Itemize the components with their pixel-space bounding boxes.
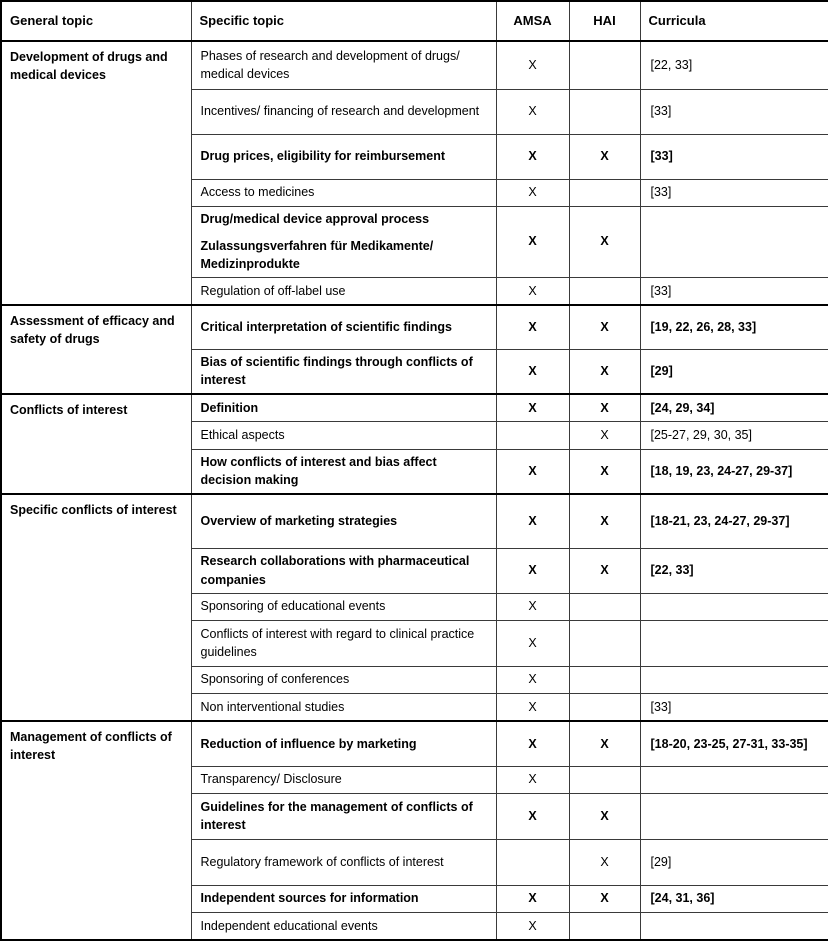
- hai-mark-cell: [569, 666, 640, 693]
- curricula-cell: [33]: [640, 134, 828, 179]
- specific-topic-text: Drug/medical device approval process: [200, 211, 430, 226]
- hai-mark-cell: X: [569, 134, 640, 179]
- hai-mark-cell: [569, 89, 640, 134]
- specific-topic-cell: [191, 793, 496, 839]
- specific-topic-text: Independent sources for information: [200, 891, 419, 906]
- hai-mark-cell: X: [569, 305, 640, 349]
- amsa-mark-cell: [496, 421, 569, 449]
- specific-topic-cell: [191, 885, 496, 912]
- specific-topic-cell: [191, 277, 496, 305]
- amsa-mark-cell: X: [496, 912, 569, 940]
- amsa-mark-cell: X: [496, 666, 569, 693]
- amsa-mark-cell: X: [496, 179, 569, 206]
- specific-topic-cell: [191, 206, 496, 277]
- curricula-cell: [640, 593, 828, 620]
- specific-topic-text: Transparency/ Disclosure: [200, 772, 342, 787]
- specific-topic-cell: [191, 693, 496, 721]
- amsa-mark-cell: X: [496, 766, 569, 793]
- specific-topic-cell: [191, 134, 496, 179]
- specific-topic-text: Access to medicines: [200, 185, 315, 200]
- curricula-cell: [640, 206, 828, 277]
- hai-mark-cell: X: [569, 885, 640, 912]
- amsa-mark-cell: X: [496, 548, 569, 593]
- general-topic-cell: Development of drugs and medical devices: [1, 41, 191, 305]
- curricula-cell: [33]: [640, 179, 828, 206]
- specific-topic-text: Critical interpretation of scientific findings: [200, 320, 452, 335]
- specific-topic-cell: [191, 349, 496, 394]
- specific-topic-text: Regulatory framework of conflicts of interest: [200, 854, 444, 869]
- amsa-mark-cell: X: [496, 41, 569, 89]
- specific-topic-cell: [191, 721, 496, 766]
- specific-topic-text: Drug prices, eligibility for reimbursement: [200, 149, 446, 164]
- specific-topic-cell: [191, 766, 496, 793]
- table-row: [1, 305, 828, 349]
- amsa-mark-cell: X: [496, 449, 569, 494]
- hai-mark-cell: X: [569, 793, 640, 839]
- amsa-mark-cell: X: [496, 721, 569, 766]
- general-topic-cell: Management of conflicts of interest: [1, 721, 191, 940]
- hai-mark-cell: [569, 41, 640, 89]
- hai-mark-cell: X: [569, 548, 640, 593]
- specific-topic-text: Guidelines for the management of conflicts of interest: [200, 799, 473, 832]
- hai-mark-cell: X: [569, 721, 640, 766]
- header-row: [1, 1, 828, 41]
- amsa-mark-cell: X: [496, 793, 569, 839]
- table-row: [1, 494, 828, 548]
- amsa-mark-cell: X: [496, 593, 569, 620]
- specific-topic-text: Conflicts of interest with regard to clinical practice guidelines: [200, 626, 475, 659]
- curricula-cell: [640, 766, 828, 793]
- general-topic-cell: Conflicts of interest: [1, 394, 191, 494]
- specific-topic-text: Ethical aspects: [200, 427, 285, 442]
- amsa-mark-cell: X: [496, 620, 569, 666]
- amsa-mark-cell: [496, 839, 569, 885]
- amsa-mark-cell: X: [496, 693, 569, 721]
- hai-mark-cell: [569, 912, 640, 940]
- header-general-topic: General topic: [1, 1, 191, 41]
- amsa-mark-cell: X: [496, 885, 569, 912]
- table-row: [1, 721, 828, 766]
- table-row: [1, 41, 828, 89]
- hai-mark-cell: X: [569, 394, 640, 421]
- curricula-cell: [29]: [640, 349, 828, 394]
- header-hai: HAI: [569, 1, 640, 41]
- specific-topic-cell: [191, 394, 496, 421]
- specific-topic-text: Research collaborations with pharmaceutical companies: [200, 554, 470, 587]
- curricula-cell: [24, 29, 34]: [640, 394, 828, 421]
- amsa-mark-cell: X: [496, 134, 569, 179]
- curricula-cell: [24, 31, 36]: [640, 885, 828, 912]
- specific-topic-cell: [191, 305, 496, 349]
- curricula-cell: [18, 19, 23, 24-27, 29-37]: [640, 449, 828, 494]
- curricula-cell: [640, 620, 828, 666]
- specific-topic-text: Non interventional studies: [200, 699, 345, 714]
- specific-topic-cell: [191, 548, 496, 593]
- curricula-cell: [18-20, 23-25, 27-31, 33-35]: [640, 721, 828, 766]
- specific-topic-text: Sponsoring of educational events: [200, 599, 386, 614]
- hai-mark-cell: X: [569, 449, 640, 494]
- amsa-mark-cell: X: [496, 349, 569, 394]
- specific-topic-text: Bias of scientific findings through conflicts of interest: [200, 355, 473, 388]
- header-curricula: Curricula: [640, 1, 828, 41]
- specific-topic-cell: [191, 593, 496, 620]
- general-topic-cell: Assessment of efficacy and safety of drugs: [1, 305, 191, 394]
- specific-topic-text: Reduction of influence by marketing: [200, 736, 417, 751]
- header-amsa: AMSA: [496, 1, 569, 41]
- specific-topic-cell: [191, 179, 496, 206]
- specific-topic-cell: [191, 89, 496, 134]
- specific-topic-cell: [191, 912, 496, 940]
- specific-topic-text: Incentives/ financing of research and development: [200, 104, 480, 119]
- specific-topic-cell: [191, 666, 496, 693]
- specific-topic-cell: [191, 494, 496, 548]
- specific-topic-cell: [191, 41, 496, 89]
- curricula-cell: [22, 33]: [640, 548, 828, 593]
- amsa-mark-cell: X: [496, 277, 569, 305]
- curricula-cell: [29]: [640, 839, 828, 885]
- header-specific-topic: Specific topic: [191, 1, 496, 41]
- amsa-mark-cell: X: [496, 305, 569, 349]
- amsa-mark-cell: X: [496, 89, 569, 134]
- general-topic-cell: Specific conflicts of interest: [1, 494, 191, 721]
- curricula-cell: [25-27, 29, 30, 35]: [640, 421, 828, 449]
- specific-topic-text: Definition: [200, 400, 259, 415]
- curricula-cell: [22, 33]: [640, 41, 828, 89]
- curricula-cell: [640, 793, 828, 839]
- specific-topic-cell: [191, 839, 496, 885]
- amsa-mark-cell: X: [496, 394, 569, 421]
- curricula-cell: [640, 912, 828, 940]
- hai-mark-cell: X: [569, 421, 640, 449]
- table-row: [1, 394, 828, 421]
- specific-topic-cell: [191, 421, 496, 449]
- specific-topic-text: Phases of research and development of drugs/ medical devices: [200, 49, 460, 82]
- specific-topic-text: Overview of marketing strategies: [200, 514, 398, 529]
- hai-mark-cell: [569, 693, 640, 721]
- curricula-cell: [19, 22, 26, 28, 33]: [640, 305, 828, 349]
- specific-topic-cell: [191, 620, 496, 666]
- hai-mark-cell: X: [569, 349, 640, 394]
- specific-topic-text: Sponsoring of conferences: [200, 672, 350, 687]
- curricula-cell: [33]: [640, 89, 828, 134]
- hai-mark-cell: X: [569, 839, 640, 885]
- specific-topic-cell: [191, 449, 496, 494]
- hai-mark-cell: [569, 277, 640, 305]
- specific-topic-text: How conflicts of interest and bias affect decision making: [200, 455, 437, 488]
- hai-mark-cell: X: [569, 206, 640, 277]
- specific-topic-text: Independent educational events: [200, 918, 378, 933]
- amsa-mark-cell: X: [496, 494, 569, 548]
- hai-mark-cell: [569, 179, 640, 206]
- amsa-mark-cell: X: [496, 206, 569, 277]
- curricula-cell: [640, 666, 828, 693]
- specific-topic-text-secondary: Zulassungsverfahren für Medikamente/ Medizinprodukte: [200, 238, 434, 272]
- hai-mark-cell: X: [569, 494, 640, 548]
- hai-mark-cell: [569, 593, 640, 620]
- curricula-cell: [18-21, 23, 24-27, 29-37]: [640, 494, 828, 548]
- hai-mark-cell: [569, 766, 640, 793]
- curricula-cell: [33]: [640, 277, 828, 305]
- specific-topic-text: Regulation of off-label use: [200, 283, 346, 298]
- curricula-cell: [33]: [640, 693, 828, 721]
- hai-mark-cell: [569, 620, 640, 666]
